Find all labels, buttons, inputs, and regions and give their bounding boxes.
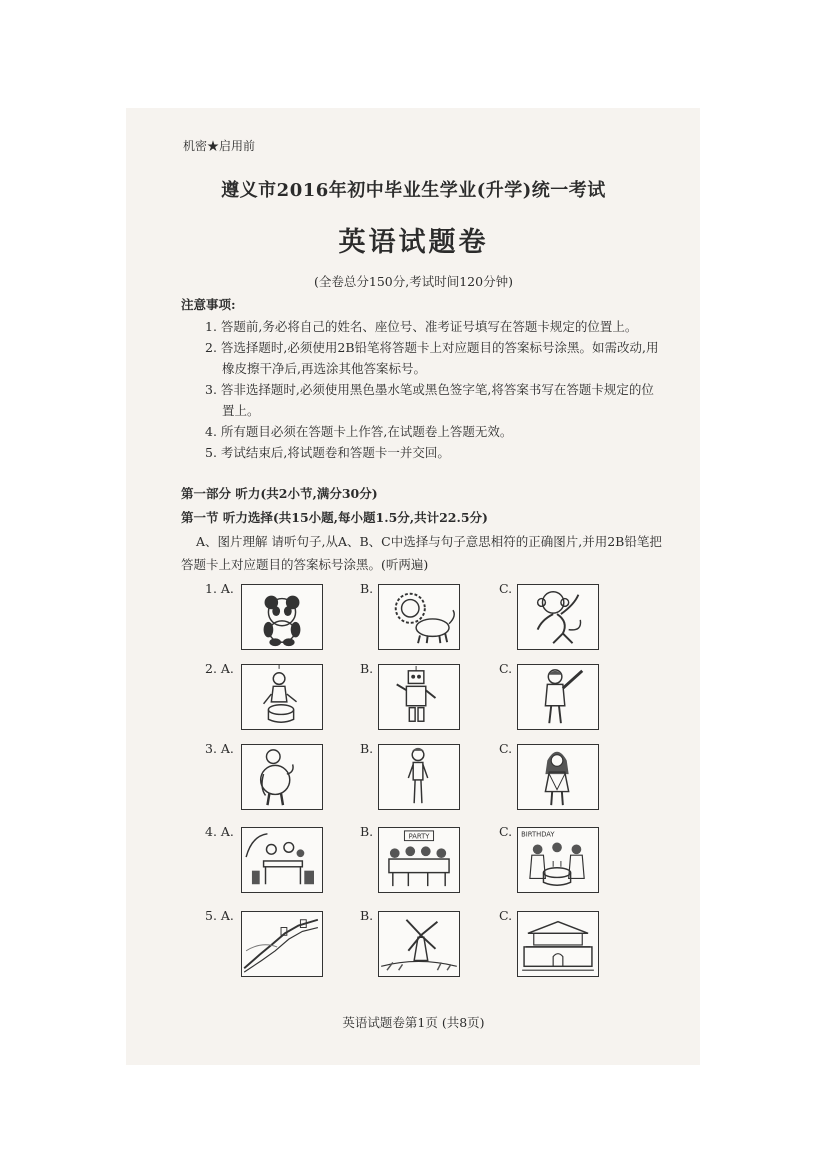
section1-heading: 第一节 听力选择(共15小题,每小题1.5分,共计22.5分)	[181, 510, 488, 525]
part1-heading: 第一部分 听力(共2小节,满分30分)	[181, 486, 378, 501]
question-number: 4. A.	[205, 824, 234, 839]
instruction-line: 答题卡上对应题目的答案标号涂黑。(听两遍)	[181, 557, 429, 572]
option-label-c: C.	[499, 581, 513, 596]
question-number: 1. A.	[205, 581, 234, 596]
option-label-c: C.	[499, 908, 513, 923]
option-label-b: B.	[360, 908, 374, 923]
note-item: 置上。	[222, 403, 260, 418]
tiananmen-icon	[517, 911, 599, 977]
notes-heading: 注意事项:	[181, 297, 236, 312]
page-footer: 英语试题卷第1页 (共8页)	[342, 1015, 485, 1030]
option-label-b: B.	[360, 581, 374, 596]
question-number: 5. A.	[205, 908, 234, 923]
note-item: 5. 考试结束后,将试题卷和答题卡一并交回。	[205, 445, 450, 460]
option-label-c: C.	[499, 741, 513, 756]
instruction-line: A、图片理解 请听句子,从A、B、C中选择与句子意思相符的正确图片,并用2B铅笔把	[196, 534, 662, 549]
girl-icon	[517, 744, 599, 810]
question-number: 3. A.	[205, 741, 234, 756]
exam-title: 遵义市2016年初中毕业生学业(升学)统一考试	[221, 180, 606, 201]
question-number: 2. A.	[205, 661, 234, 676]
boy-baseball-icon	[517, 664, 599, 730]
windmill-icon	[378, 911, 460, 977]
boy-drum-icon	[241, 664, 323, 730]
paper-title: 英语试题卷	[338, 227, 489, 258]
option-label-c: C.	[499, 824, 513, 839]
exam-subtitle: (全卷总分150分,考试时间120分钟)	[314, 274, 513, 289]
option-label-b: B.	[360, 661, 374, 676]
great-wall-icon	[241, 911, 323, 977]
option-label-b: B.	[360, 741, 374, 756]
note-item: 3. 答非选择题时,必须使用黑色墨水笔或黑色签字笔,将答案书写在答题卡规定的位	[205, 382, 654, 397]
robot-icon	[378, 664, 460, 730]
party-icon	[378, 827, 460, 893]
birthday-sign-text: BIRTHDAY	[521, 830, 555, 839]
birthday-icon	[517, 827, 599, 893]
family-dinner-icon	[241, 827, 323, 893]
fat-man-icon	[241, 744, 323, 810]
note-item: 2. 答选择题时,必须使用2B铅笔将答题卡上对应题目的答案标号涂黑。如需改动,用	[205, 340, 659, 355]
panda-icon	[241, 584, 323, 650]
note-item: 1. 答题前,务必将自己的姓名、座位号、准考证号填写在答题卡规定的位置上。	[205, 319, 638, 334]
thin-boy-icon	[378, 744, 460, 810]
option-label-c: C.	[499, 661, 513, 676]
lion-icon	[378, 584, 460, 650]
note-item: 橡皮擦干净后,再选涂其他答案标号。	[222, 361, 426, 376]
monkey-icon	[517, 584, 599, 650]
party-sign-text: PARTY	[408, 832, 430, 841]
option-label-b: B.	[360, 824, 374, 839]
confidential-mark: 机密★启用前	[183, 139, 256, 153]
note-item: 4. 所有题目必须在答题卡上作答,在试题卷上答题无效。	[205, 424, 513, 439]
